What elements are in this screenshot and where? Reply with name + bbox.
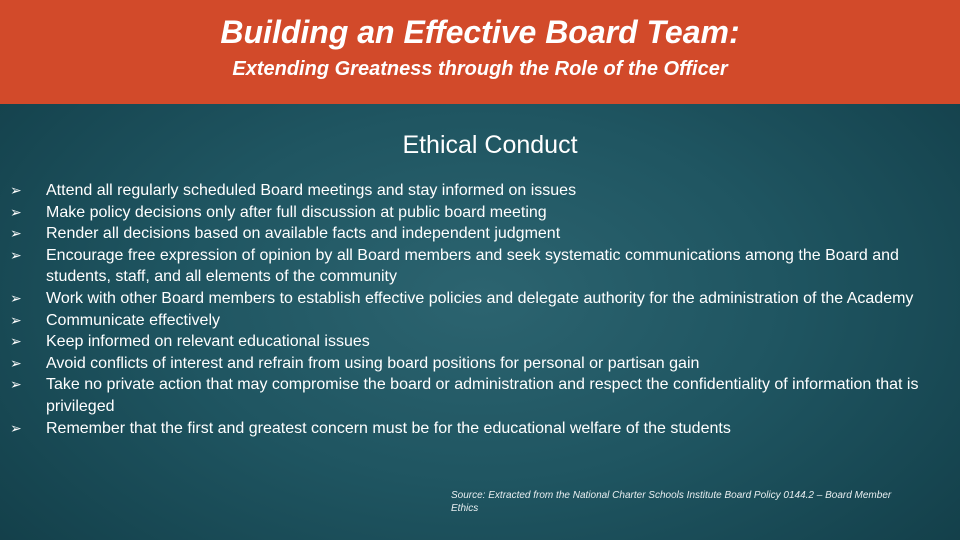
- arrowhead-bullet-icon: ➢: [10, 225, 22, 242]
- list-item-text: Take no private action that may compromise the board or administration and respect the confidentiality of information that is privileged: [46, 376, 919, 415]
- list-item: [0, 418, 930, 440]
- list-item: [0, 353, 930, 375]
- list-item: [0, 288, 930, 310]
- arrowhead-bullet-icon: ➢: [10, 246, 22, 263]
- arrowhead-bullet-icon: ➢: [10, 289, 22, 306]
- arrowhead-bullet-icon: ➢: [10, 311, 22, 328]
- list-item-text: Avoid conflicts of interest and refrain from using board positions for personal or partisan gain: [46, 354, 700, 372]
- slide-subtitle: Extending Greatness through the Role of the Officer: [232, 58, 728, 80]
- bullet-list: [0, 180, 930, 439]
- source-citation: Source: Extracted from the National Charter Schools Institute Board Policy 0144.2 – Board Member Ethics: [451, 490, 892, 514]
- list-item-text: Attend all regularly scheduled Board meetings and stay informed on issues: [46, 182, 577, 199]
- slide-title: Building an Effective Board Team:: [220, 14, 740, 50]
- list-item-text: Keep informed on relevant educational issues: [46, 333, 370, 351]
- list-item-text: Render all decisions based on available facts and independent judgment: [46, 225, 561, 243]
- arrowhead-bullet-icon: ➢: [10, 354, 22, 371]
- arrowhead-bullet-icon: ➢: [10, 419, 22, 436]
- list-item-text: Work with other Board members to establish effective policies and delegate authority for the administration of the Academy: [46, 289, 914, 307]
- section-heading: Ethical Conduct: [402, 131, 578, 159]
- list-item-text: Remember that the first and greatest concern must be for the educational welfare of the students: [46, 419, 731, 437]
- list-item: [0, 202, 930, 224]
- list-item: [0, 310, 930, 332]
- list-item: [0, 223, 930, 245]
- list-item-text: Encourage free expression of opinion by all Board members and seek systematic communications among the Board and students, staff, and all elements of the community: [46, 246, 899, 286]
- title-banner: [0, 0, 960, 104]
- list-item-text: Make policy decisions only after full discussion at public board meeting: [46, 203, 547, 221]
- list-item: [0, 245, 930, 288]
- arrowhead-bullet-icon: ➢: [10, 182, 22, 198]
- list-item: [0, 180, 930, 202]
- list-item: [0, 331, 930, 353]
- arrowhead-bullet-icon: ➢: [10, 376, 22, 393]
- list-item-text: Communicate effectively: [46, 311, 220, 329]
- arrowhead-bullet-icon: ➢: [10, 333, 22, 350]
- list-item: [0, 374, 930, 417]
- arrowhead-bullet-icon: ➢: [10, 203, 22, 220]
